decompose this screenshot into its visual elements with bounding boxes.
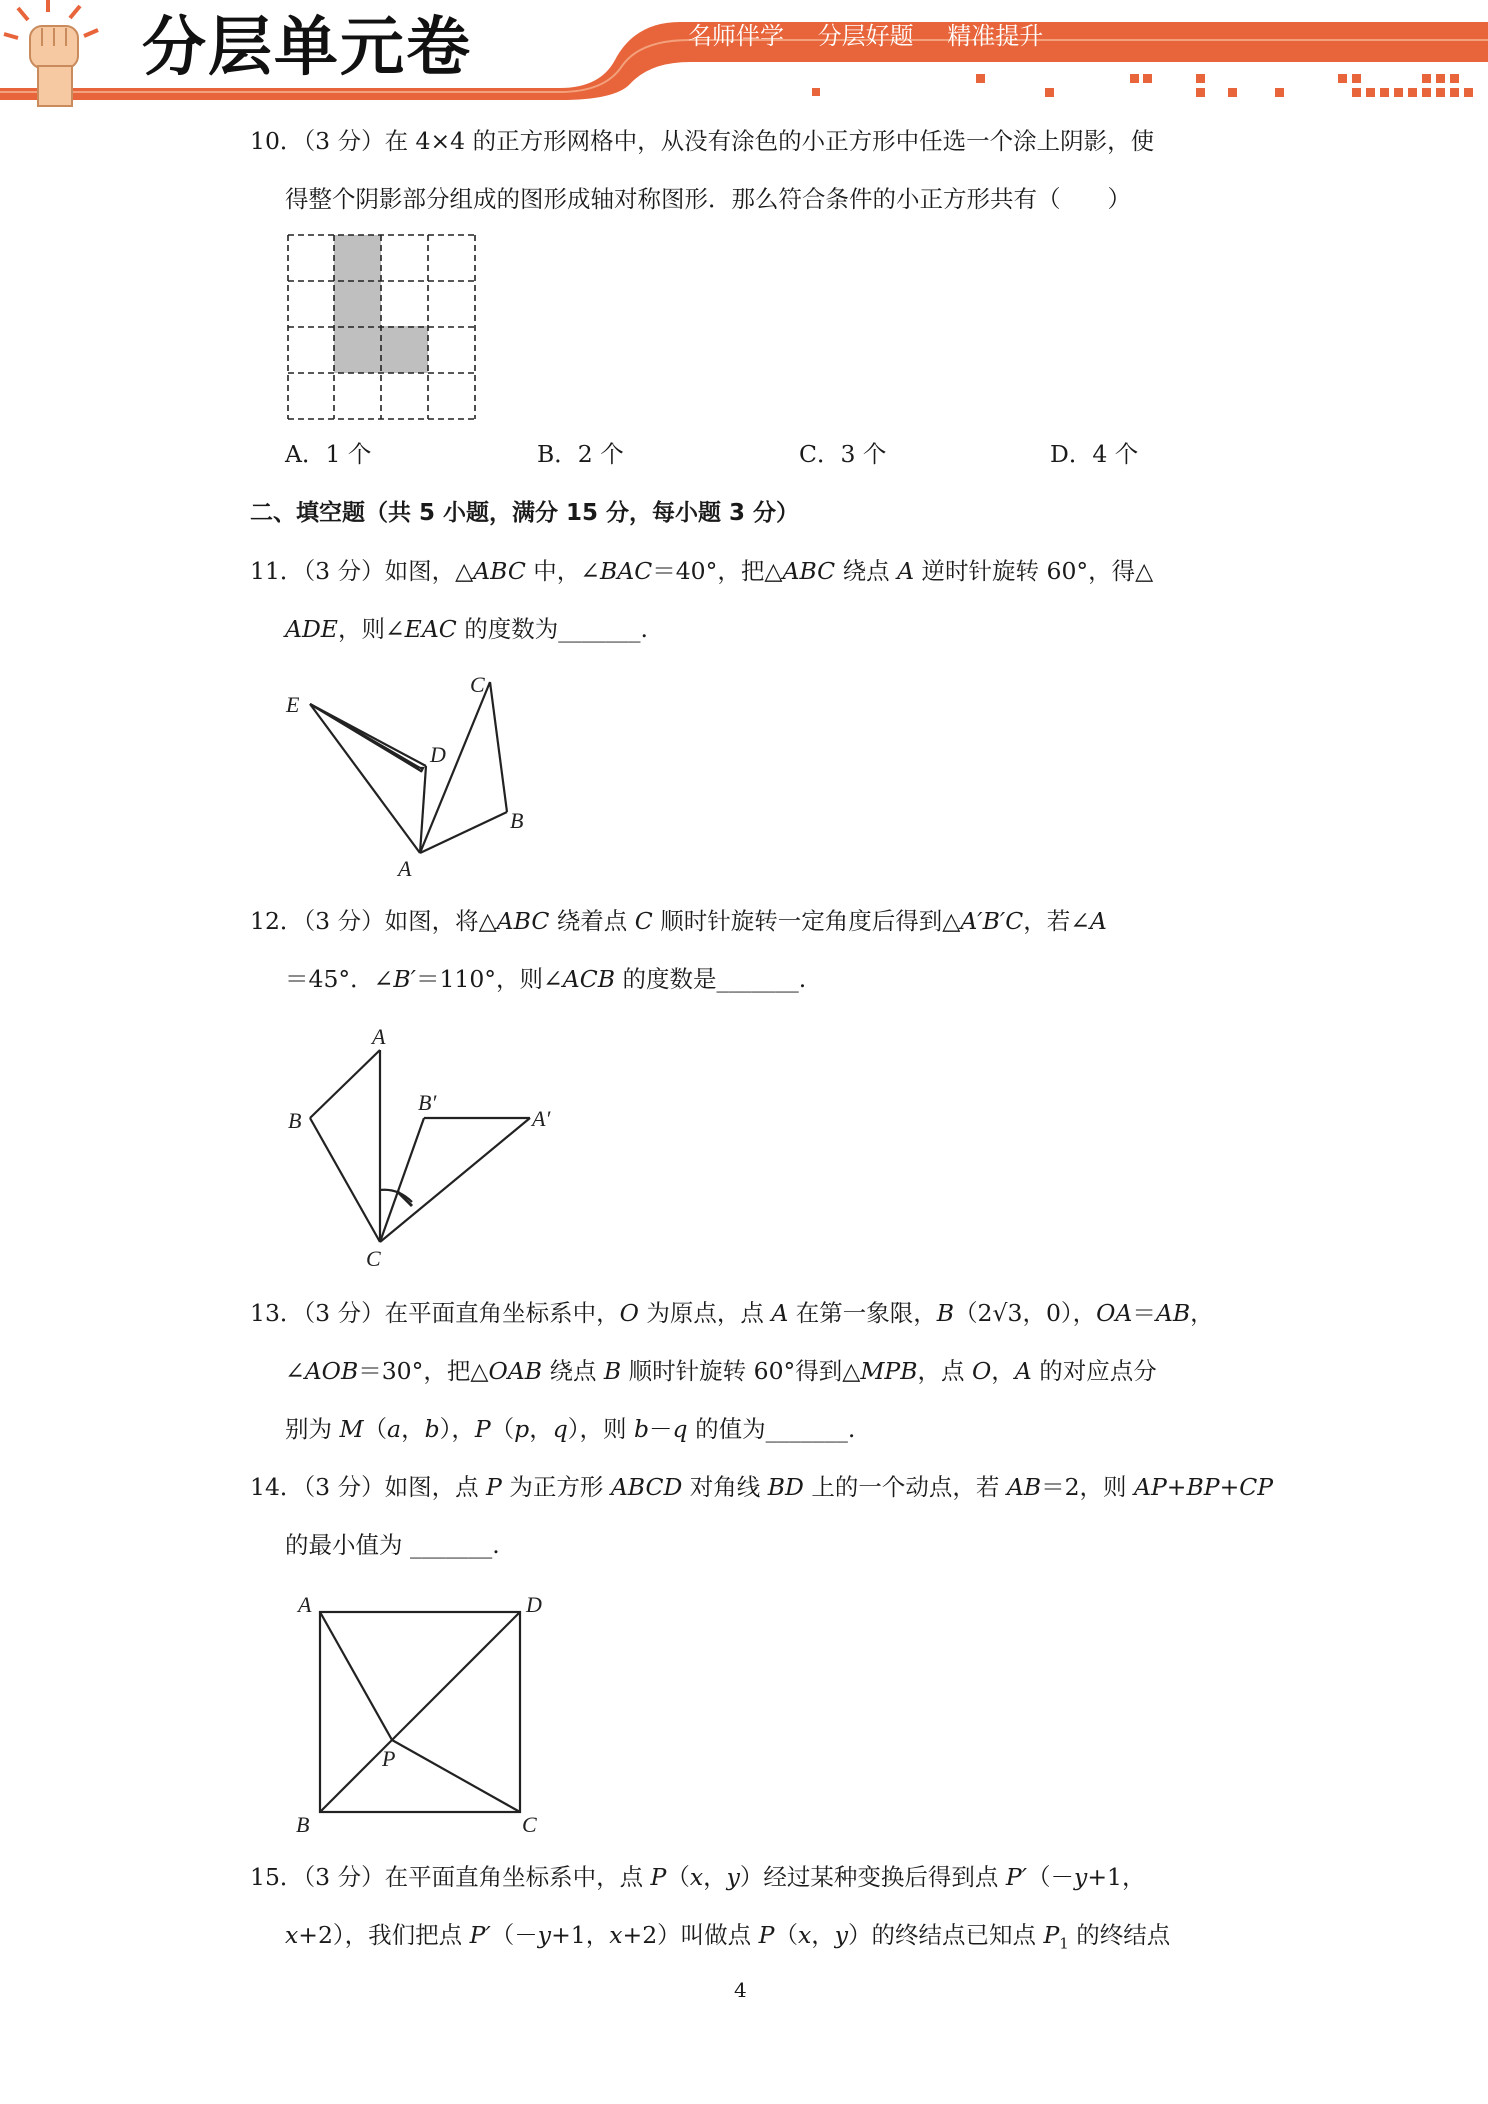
q12-rotation-figure	[280, 1024, 580, 1270]
q10-choice-a: A．1 个	[285, 440, 372, 468]
q11-triangle-figure	[280, 668, 540, 886]
q10-line1: 10．（3 分）在 4×4 的正方形网格中，从没有涂色的小正方形中任选一个涂上阴影，使	[250, 127, 1155, 155]
header-slogans	[688, 16, 1069, 56]
page-number: 4	[734, 1978, 747, 2002]
q14-line2: 的最小值为 _______.	[285, 1531, 500, 1559]
slogan-3: 精准提升	[947, 22, 1044, 50]
q14-label-b: B	[296, 1812, 310, 1836]
q14-line1: 14．（3 分）如图，点 P 为正方形 ABCD 对角线 BD 上的一个动点，若 AB＝2，则 AP+BP+CP	[250, 1473, 1274, 1501]
decorative-squares	[812, 74, 1473, 97]
q12-label-b-prime: B′	[418, 1090, 437, 1115]
section-2-heading: 二、填空题（共 5 小题，满分 15 分，每小题 3 分）	[250, 500, 800, 526]
slogan-1: 名师伴学	[688, 22, 784, 50]
q11-label-a: A	[398, 856, 412, 881]
q12-label-a-prime: A′	[532, 1106, 551, 1131]
q14-label-d: D	[526, 1592, 542, 1617]
q14-label-p: P	[382, 1746, 396, 1771]
q10-choice-b: B．2 个	[537, 440, 624, 468]
q14-label-a: A	[298, 1592, 312, 1617]
page-header	[0, 0, 1488, 110]
q10-choice-d: D．4 个	[1050, 440, 1139, 468]
q14-label-c: C	[522, 1812, 537, 1836]
q11-line2: ADE，则∠EAC 的度数为_______.	[285, 615, 648, 643]
q12-label-a: A	[372, 1024, 386, 1049]
q11-label-d: D	[430, 742, 446, 767]
q15-line1: 15．（3 分）在平面直角坐标系中，点 P（x，y）经过某种变换后得到点 P′（－y+1，	[250, 1863, 1146, 1891]
q12-label-b: B	[288, 1108, 302, 1133]
q11-line1: 11．（3 分）如图，△ABC 中，∠BAC＝40°，把△ABC 绕点 A 逆时针旋转 60°，得△	[250, 557, 1154, 585]
q11-label-e: E	[286, 692, 300, 717]
q11-label-c: C	[470, 672, 485, 697]
q10-grid-figure	[286, 232, 480, 424]
q13-line3: 别为 M（a，b），P（p，q），则 b－q 的值为_______.	[285, 1415, 856, 1443]
q10-line2: 得整个阴影部分组成的图形成轴对称图形．那么符合条件的小正方形共有（ ）	[285, 185, 1131, 213]
q14-square-figure	[290, 1588, 550, 1836]
q11-label-b: B	[510, 808, 524, 833]
q13-line1: 13．（3 分）在平面直角坐标系中，O 为原点，点 A 在第一象限，B（2√3，0），OA＝AB，	[250, 1299, 1214, 1327]
q12-line1: 12．（3 分）如图，将△ABC 绕着点 C 顺时针旋转一定角度后得到△A′B′C，若∠A	[250, 907, 1107, 935]
slogan-2: 分层好题	[817, 22, 914, 50]
q10-choice-c: C．3 个	[799, 440, 887, 468]
brand-title: 分层单元卷	[142, 11, 472, 85]
q12-label-c: C	[366, 1246, 381, 1270]
q13-line2: ∠AOB＝30°，把△OAB 绕点 B 顺时针旋转 60°得到△MPB，点 O，A 的对应点分	[285, 1357, 1157, 1385]
q15-line2: x+2），我们把点 P′（－y+1，x+2）叫做点 P（x，y）的终结点已知点 $P_1$ 的终结点	[285, 1921, 1171, 1953]
q12-line2: ＝45°．∠B′＝110°，则∠ACB 的度数是_______.	[285, 965, 807, 993]
